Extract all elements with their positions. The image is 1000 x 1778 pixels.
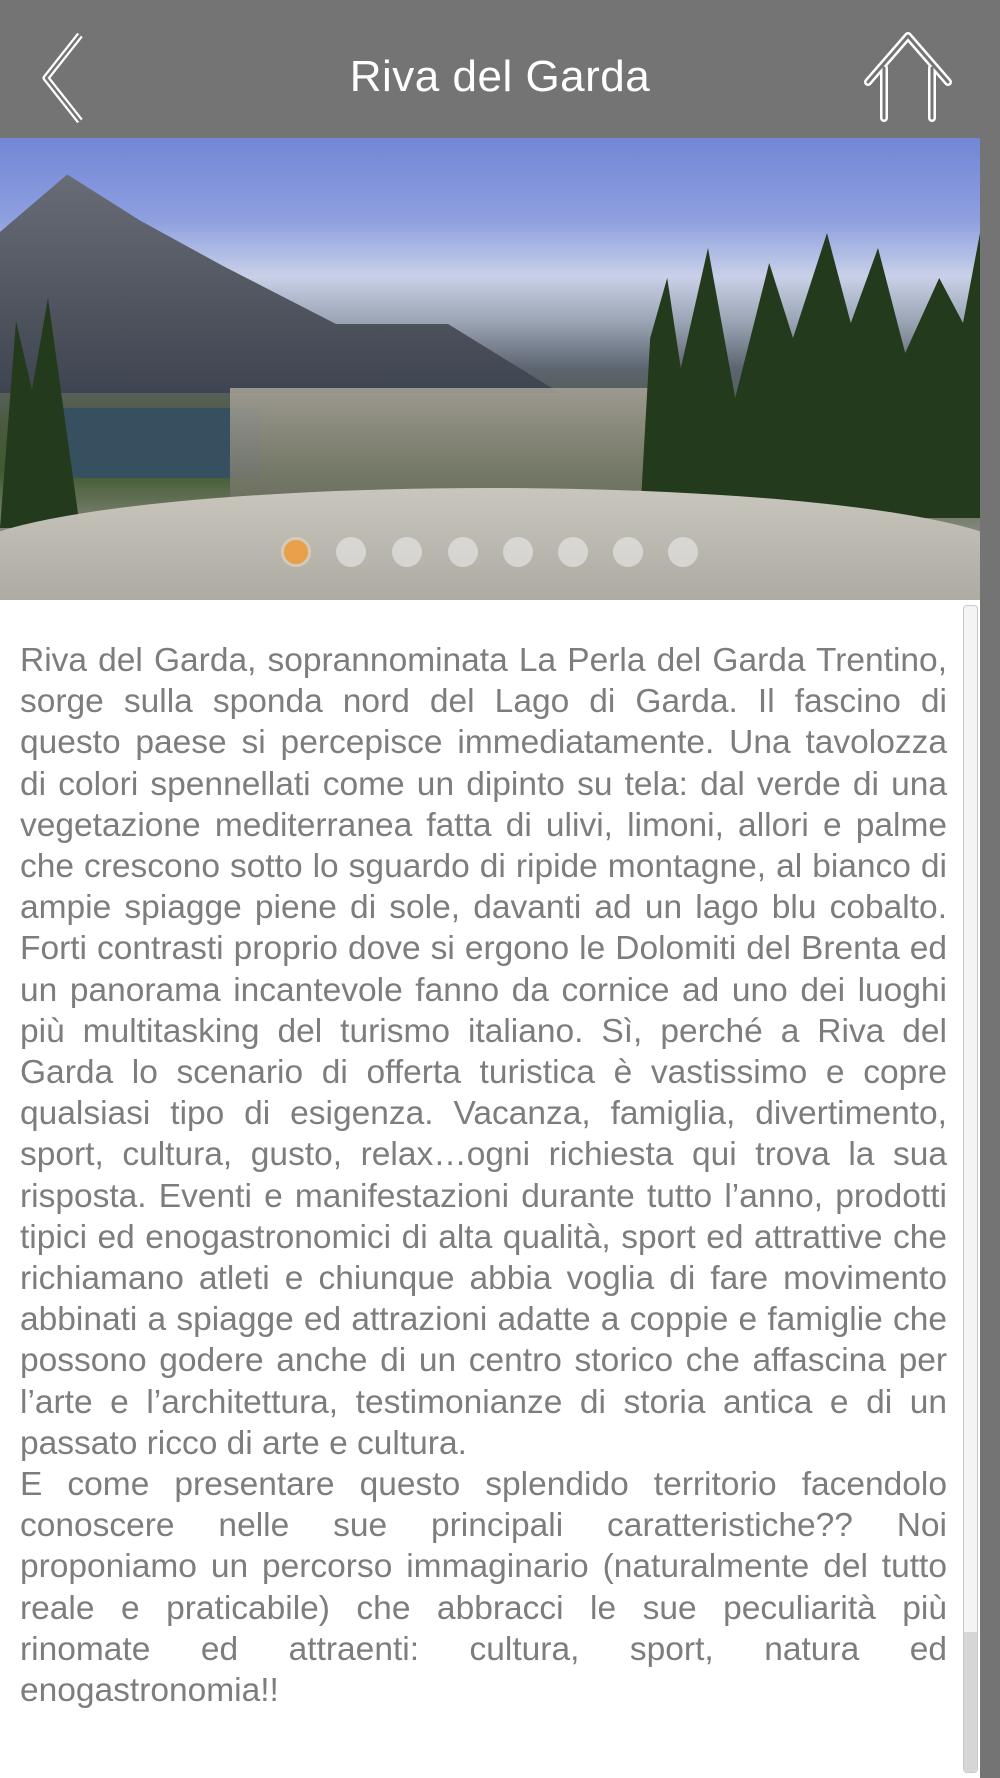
gallery-dot[interactable] bbox=[668, 537, 698, 567]
description-panel bbox=[0, 600, 980, 1778]
scrollbar-thumb[interactable] bbox=[964, 1632, 977, 1772]
gallery-dot[interactable] bbox=[613, 537, 643, 567]
rock-foreground bbox=[0, 488, 980, 600]
cypress-trees bbox=[640, 218, 980, 518]
gallery-dot[interactable] bbox=[392, 537, 422, 567]
gallery-dot[interactable] bbox=[558, 537, 588, 567]
gallery-dot[interactable] bbox=[503, 537, 533, 567]
header-bar bbox=[0, 0, 1000, 138]
gallery-dot[interactable] bbox=[336, 537, 366, 567]
home-icon[interactable] bbox=[858, 32, 958, 124]
mountains bbox=[0, 163, 560, 393]
gallery-dot[interactable] bbox=[448, 537, 478, 567]
description-text bbox=[20, 640, 947, 1711]
gallery-dot-active[interactable] bbox=[281, 537, 311, 567]
paragraph: E come presentare questo splendido territorio facendolo conoscere nelle sue principali caratteristiche?? Noi proponiamo un percorso immaginario (naturalmente del tutto reale e praticabile) che abbracci le sue peculiarità più rinomate ed attraenti: cultura, sport, natura ed enogastronomia!! bbox=[20, 1466, 947, 1710]
scrollbar[interactable] bbox=[963, 605, 978, 1773]
paragraph: Riva del Garda, soprannominata La Perla del Garda Trentino, sorge sulla sponda nord del Lago di Garda. Il fascino di questo paese si percepisce immediatamente. Una tavolozza di colori spennellati come un dipinto su tela: dal verde di una vegetazione mediterranea fatta di ulivi, limoni, allori e palme che crescono sotto lo sguardo di ripide montagne, al bianco di ampie spiagge piene di sole, davanti ad un lago blu cobalto. Forti contrasti proprio dove si ergono le Dolomiti del Brenta ed un panorama incantevole fanno da cornice ad uno dei luoghi più multitasking del turismo italiano. Sì, perché a Riva del Garda lo scenario di offerta turistica è vastissimo e copre qualsiasi tipo di esigenza. Vacanza, famiglia, divertimento, sport, cultura, gusto, relax…ogni richiesta qui trova la sua risposta. Eventi e manifestazioni durante tutto l’anno, prodotti tipici ed enogastronomici di alta qualità, sport ed attrattive che richiamano atleti e chiunque abbia voglia di fare movimento abbinati a spiagge ed attrazioni adatte a coppie e famiglie che possono godere anche di un centro storico che affascina per l’arte e l’architettura, testimonianze di storia antica e di un passato ricco di arte e cultura. bbox=[20, 642, 947, 1462]
page-title: Riva del Garda bbox=[349, 52, 651, 101]
photo-gallery[interactable] bbox=[0, 138, 980, 600]
